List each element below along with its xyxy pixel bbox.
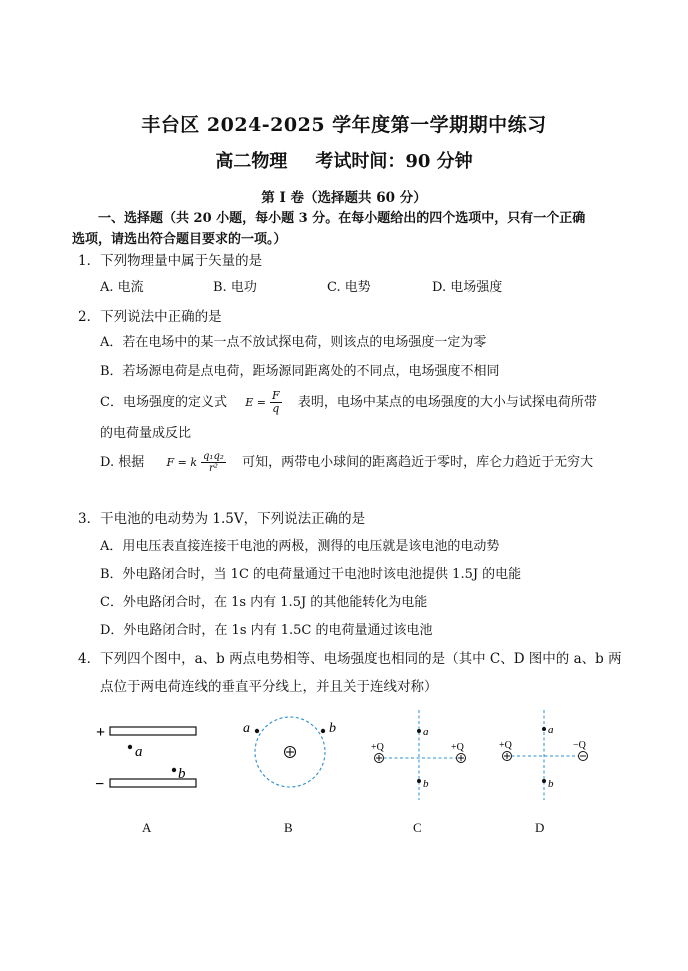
figure-d-diagram <box>492 708 602 808</box>
figure-b-point-b <box>321 729 325 733</box>
volume-heading: 第 I 卷（选择题共 60 分） <box>261 190 427 206</box>
figure-d-label-b: b <box>548 778 554 790</box>
q2-c-formula-num: F <box>271 389 280 402</box>
figure-d-right-charge-label: −Q <box>573 740 586 751</box>
q2-option-a: A．若在电场中的某一点不放试探电荷，则该点的电场强度一定为零 <box>100 335 487 350</box>
figure-a-top-plate <box>110 727 196 735</box>
q2-option-c-line2: 的电荷量成反比 <box>100 426 192 441</box>
q2-option-c <box>100 386 597 420</box>
q1-stem: 1．下列物理量中属于矢量的是 <box>78 253 263 269</box>
figure-c-point-b <box>417 779 421 783</box>
exam-title: 丰台区 2024-2025 学年度第一学期期中练习 <box>141 114 547 136</box>
figure-b-point-a <box>255 729 259 733</box>
figure-a-label-b: b <box>178 766 186 782</box>
q2-option-d <box>100 448 593 478</box>
figure-c <box>366 708 476 808</box>
exam-time: 考试时间：90 分钟 <box>315 151 473 172</box>
section1-line1: 一、选择题（共 20 小题，每小题 3 分。在每小题给出的四个选项中，只有一个正确 <box>98 211 586 226</box>
q2-option-d-pre: D. 根据 <box>100 455 145 470</box>
q2-option-d-post: 可知，两带电小球间的距离趋近于零时，库仑力趋近于无穷大 <box>242 455 594 470</box>
q3-option-c: C．外电路闭合时，在 1s 内有 1.5J 的其他能转化为电能 <box>100 595 428 610</box>
figure-d <box>492 708 602 808</box>
q1-option-c: C. 电势 <box>327 280 371 295</box>
q2-option-c-post: 表明，电场中某点的电场强度的大小与试探电荷所带 <box>297 395 597 410</box>
section1-line2: 选项，请选出符合题目要求的一项。） <box>72 232 287 247</box>
figure-c-label-b: b <box>423 778 429 790</box>
figure-a-label-a: a <box>135 744 143 760</box>
figure-b-diagram <box>238 712 342 812</box>
figure-d-label-a: a <box>548 724 554 736</box>
q4-stem-line2: 点位于两电荷连线的垂直平分线上，并且关于连线对称） <box>100 679 438 695</box>
figure-a-point-a <box>128 745 132 749</box>
q3-option-a: A．用电压表直接连接干电池的两极，测得的电压就是该电池的电动势 <box>100 539 500 554</box>
q4-stem-line1: 4．下列四个图中，a、b 两点电势相等、电场强度也相同的是（其中 C、D 图中的 a、b 两 <box>78 651 622 667</box>
figure-b <box>238 712 342 812</box>
q2-c-formula-fraction <box>270 390 282 415</box>
figure-a-diagram <box>88 712 208 812</box>
q2-d-formula-fraction <box>201 451 226 474</box>
q2-option-b: B．若场源电荷是点电荷，距场源同距离处的不同点，电场强度不相同 <box>100 364 500 379</box>
figure-a-point-b <box>172 768 176 772</box>
q2-c-formula-den: q <box>272 402 280 415</box>
figure-a-plus-label: + <box>96 724 106 741</box>
figure-d-caption: D <box>535 820 545 835</box>
figure-a-caption: A <box>142 820 152 835</box>
q2-stem: 2．下列说法中正确的是 <box>78 309 222 325</box>
q2-c-formula-lhs: E = <box>245 396 266 409</box>
q1-option-a: A. 电流 <box>100 280 144 295</box>
figure-a-minus-label: − <box>95 776 105 793</box>
figure-b-label-b: b <box>329 721 336 736</box>
figure-c-point-a <box>417 729 421 733</box>
figure-d-point-b <box>542 779 546 783</box>
q3-option-b: B．外电路闭合时，当 1C 的电荷量通过干电池时该电池提供 1.5J 的电能 <box>100 567 522 582</box>
figure-c-label-a: a <box>423 726 429 738</box>
q2-d-formula-den: r² <box>209 463 218 474</box>
figure-b-caption: B <box>284 820 293 835</box>
q2-d-formula-lhs: F = k <box>166 456 198 469</box>
figure-c-caption: C <box>413 820 422 835</box>
q2-option-c-pre: C．电场强度的定义式 <box>100 395 227 410</box>
q3-option-d: D．外电路闭合时，在 1s 内有 1.5C 的电荷量通过该电池 <box>100 623 433 638</box>
figure-d-point-a <box>542 727 546 731</box>
figure-c-right-charge-label: +Q <box>451 742 464 753</box>
figure-a <box>88 712 208 812</box>
subject-name: 高二物理 <box>215 151 288 172</box>
q2-d-formula-num: q₁q₂ <box>203 451 224 462</box>
figure-b-label-a: a <box>243 721 250 736</box>
figure-d-left-charge-label: +Q <box>499 740 512 751</box>
figure-c-diagram <box>366 708 476 808</box>
figure-c-left-charge-label: +Q <box>371 742 384 753</box>
subject-line <box>0 147 688 173</box>
q1-option-d: D. 电场强度 <box>432 280 503 295</box>
q1-option-b: B. 电功 <box>213 280 257 295</box>
q3-stem: 3．干电池的电动势为 1.5V，下列说法正确的是 <box>78 511 366 527</box>
